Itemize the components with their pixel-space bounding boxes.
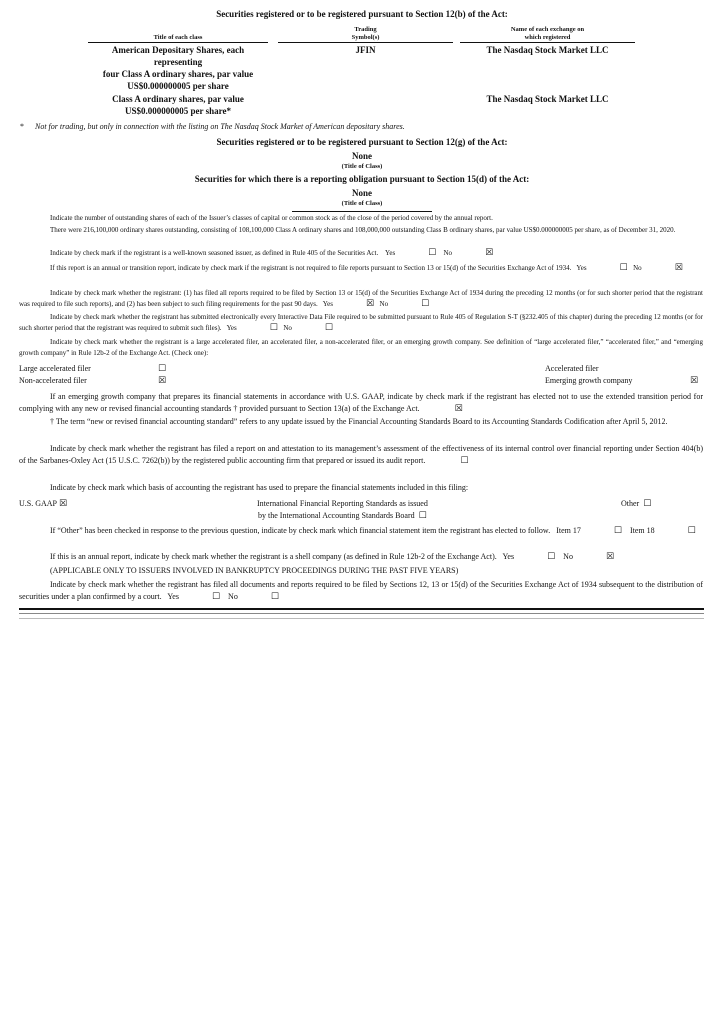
bankruptcy-text: Indicate by check mark whether the registrant has filed all documents and reports required to be filed by Sections 12, 13 or 15(d) of the Securities Exchange Act of 1934 subsequent to the distribution of securities under a plan confirmed by a court. — [19, 580, 703, 601]
filed-all-yes-checkbox[interactable]: ☒ — [365, 298, 375, 309]
seasoned-no-checkbox[interactable]: ☒ — [485, 248, 494, 258]
filer-large-label: Large accelerated filer — [19, 364, 91, 373]
filer-accelerated-label: Accelerated filer — [545, 364, 599, 373]
basis-ifrs-checkbox[interactable]: ☐ — [418, 511, 427, 521]
filer-large-checkbox[interactable]: ☐ — [158, 364, 167, 374]
basis-ifrs-label-2: by the International Accounting Standards Board — [258, 511, 415, 520]
egc-gaap-checkbox[interactable]: ☒ — [454, 404, 463, 414]
basis-other-option — [621, 499, 653, 509]
col-trading-header-1: Trading — [354, 26, 377, 33]
header-rule-title — [88, 42, 268, 43]
basis-usgaap-option — [19, 499, 69, 509]
basis-other-checkbox[interactable]: ☐ — [643, 499, 652, 509]
shell-question — [19, 551, 703, 563]
bankruptcy-no-checkbox[interactable]: ☐ — [270, 592, 279, 602]
basis-other-label: Other — [621, 499, 640, 508]
filer-emerging-label: Emerging growth company — [545, 376, 633, 385]
bankruptcy-question — [19, 579, 703, 603]
filed-all-yes-label: Yes — [322, 299, 333, 308]
row2-title-line2: US$0.000000005 per share* — [125, 106, 231, 116]
filer-non-accelerated-checkbox[interactable]: ☒ — [158, 376, 167, 386]
other-item-question — [19, 525, 703, 537]
bankruptcy-yes-label: Yes — [167, 592, 179, 601]
header-rule-trading — [278, 42, 453, 43]
basis-question: Indicate by check mark which basis of accounting the registrant has used to prepare the financial statements included in this filing: — [50, 483, 469, 492]
bankruptcy-no-label: No — [228, 592, 238, 601]
bottom-rule-thin — [19, 613, 704, 614]
item18-checkbox[interactable]: ☐ — [687, 526, 696, 536]
not-required-yes-label: Yes — [576, 264, 587, 272]
header-rule-exchange — [460, 42, 635, 43]
title-of-class-label-1: (Title of Class) — [341, 163, 383, 170]
item17-label: Item 17 — [556, 526, 581, 535]
col-title-header: Title of each class — [153, 34, 203, 41]
title-of-class-label-2: (Title of Class) — [341, 200, 383, 207]
row1-title-line3: four Class A ordinary shares, par value — [102, 69, 254, 79]
row1-exchange: The Nasdaq Stock Market LLC — [486, 45, 609, 55]
filer-non-accelerated-label: Non-accelerated filer — [19, 376, 87, 385]
item17-checkbox[interactable]: ☐ — [613, 526, 622, 536]
interactive-no-checkbox[interactable]: ☐ — [324, 322, 333, 333]
col-trading-header-2: Symbol(s) — [351, 34, 380, 41]
row1-title-line4: US$0.000000005 per share — [127, 81, 229, 91]
section-12b-heading: Securities registered or to be registered pursuant to Section 12(b) of the Act: — [216, 9, 508, 19]
seasoned-yes-label: Yes — [384, 249, 396, 257]
bankruptcy-yes-checkbox[interactable]: ☐ — [211, 592, 221, 602]
col-exchange-header-1: Name of each exchange on — [510, 26, 585, 33]
not-required-question — [19, 263, 703, 274]
not-required-yes-checkbox[interactable]: ☐ — [619, 263, 628, 273]
dagger-note: † The term “new or revised financial accounting standard” refers to any update issued by the Financial Accounting Standards Board to its Accounting Standards Codification after April 5, 2012. — [50, 417, 668, 426]
section-15d-value: None — [352, 188, 372, 198]
egc-gaap-text: If an emerging growth company that prepares its financial statements in accordance with U.S. GAAP, indicate by check mark if the registrant has elected not to use the extended transition period for complying with any new or revised financial accounting standards † provided pursuant to Section 13(a) of the Exchange Act. — [19, 392, 703, 413]
seasoned-issuer-text: Indicate by check mark if the registrant is a well-known seasoned issuer, as defined in Rule 405 of the Securities Act. — [50, 249, 379, 257]
footnote-mark: * — [20, 122, 24, 131]
egc-gaap-question — [19, 391, 703, 415]
basis-usgaap-checkbox[interactable]: ☒ — [59, 499, 68, 509]
interactive-yes-checkbox[interactable]: ☐ — [269, 322, 278, 333]
col-exchange-header-2: which registered — [524, 34, 571, 41]
section-12g-value: None — [352, 151, 372, 161]
outstanding-paragraph-1: Indicate the number of outstanding shares of each of the Issuer’s classes of capital or common stock as of the close of the period covered by the annual report. — [50, 214, 493, 222]
seasoned-issuer-question — [19, 249, 703, 258]
outstanding-paragraph-2: There were 216,100,000 ordinary shares outstanding, consisting of 108,100,000 Class A ordinary shares and 108,000,000 outstanding Class B ordinary shares, par value US$0.000000005 per share, as of December 31, 2020. — [50, 226, 676, 234]
shell-no-checkbox[interactable]: ☒ — [605, 552, 615, 562]
basis-ifrs-option-line2 — [258, 511, 429, 521]
row1-symbol: JFIN — [355, 45, 376, 55]
not-required-text: If this report is an annual or transition report, indicate by check mark if the registrant is not required to file reports pursuant to Section 13 or 15(d) of the Securities Exchange Act of 1934. — [50, 264, 572, 272]
interactive-yes-label: Yes — [226, 323, 237, 332]
filed-all-question — [19, 288, 703, 309]
section-12g-heading: Securities registered or to be registered pursuant to Section 12(g) of the Act: — [216, 137, 508, 147]
shell-text: If this is an annual report, indicate by check mark whether the registrant is a shell company (as defined in Rule 12b-2 of the Exchange Act). — [50, 552, 497, 561]
bottom-rule-faint — [19, 618, 704, 619]
icfr-question — [19, 443, 703, 467]
interactive-no-label: No — [283, 323, 292, 332]
row1-title-line1: American Depositary Shares, each — [111, 45, 245, 55]
not-required-no-label: No — [633, 264, 642, 272]
filer-type-question: Indicate by check mark whether the registrant is a large accelerated filer, an accelerated filer, a non-accelerated filer, or an emerging growth company. See definition of “large accelerated filer,” “accelerated filer,” and “emerging growth company” in Rule 12b-2 of the Exchange Act. (Check one): — [19, 338, 703, 357]
icfr-text: Indicate by check mark whether the registrant has filed a report on and attestation to its management’s assessment of the effectiveness of its internal control over financial reporting under Section 404(b) of the Sarbanes-Oxley Act (15 U.S.C. 7262(b)) by the registered public accounting firm that prepared or issued its audit report. — [19, 444, 703, 465]
title-of-class-rule — [292, 211, 432, 212]
shell-yes-checkbox[interactable]: ☐ — [547, 552, 556, 562]
seasoned-yes-checkbox[interactable]: ☐ — [428, 248, 437, 258]
filer-emerging-checkbox[interactable]: ☒ — [690, 376, 699, 386]
item18-label: Item 18 — [629, 526, 655, 535]
other-item-text: If “Other” has been checked in response to the previous question, indicate by check mark which financial statement item the registrant has elected to follow. — [50, 526, 551, 535]
basis-ifrs-label-1: International Financial Reporting Standards as issued — [257, 499, 428, 508]
bankruptcy-heading: (APPLICABLE ONLY TO ISSUERS INVOLVED IN BANKRUPTCY PROCEEDINGS DURING THE PAST FIVE YEARS) — [50, 566, 459, 575]
filed-all-no-label: No — [379, 299, 389, 308]
basis-usgaap-label: U.S. GAAP — [19, 499, 58, 508]
row2-exchange: The Nasdaq Stock Market LLC — [486, 94, 609, 104]
bottom-rule-thick — [19, 608, 704, 610]
shell-no-label: No — [563, 552, 573, 561]
section-15d-heading: Securities for which there is a reporting obligation pursuant to Section 15(d) of the Act: — [194, 174, 530, 184]
filed-all-no-checkbox[interactable]: ☐ — [421, 298, 430, 309]
filed-all-text: Indicate by check mark whether the registrant: (1) has filed all reports required to be filed by Section 13 or 15(d) of the Securities Exchange Act of 1934 during the preceding 12 months (or for such shorter period that the registrant was required to file such reports), and (2) has been subject to such filing requirements for the past 90 days. — [19, 289, 703, 308]
row1-title-line2: representing — [153, 57, 203, 67]
interactive-data-text: Indicate by check mark whether the registrant has submitted electronically every Interactive Data File required to be submitted pursuant to Rule 405 of Regulation S-T (§232.405 of this chapter) during the preceding 12 months (or for such shorter period that the registrant was required to submit such files). — [19, 313, 703, 332]
interactive-data-question — [19, 312, 703, 333]
row2-title-line1: Class A ordinary shares, par value — [112, 94, 244, 104]
seasoned-no-label: No — [443, 249, 453, 257]
not-required-no-checkbox[interactable]: ☒ — [674, 263, 683, 273]
shell-yes-label: Yes — [502, 552, 515, 561]
icfr-checkbox[interactable]: ☐ — [460, 456, 469, 466]
footnote-text: Not for trading, but only in connection with the listing on The Nasdaq Stock Market of American depositary shares. — [35, 122, 405, 131]
